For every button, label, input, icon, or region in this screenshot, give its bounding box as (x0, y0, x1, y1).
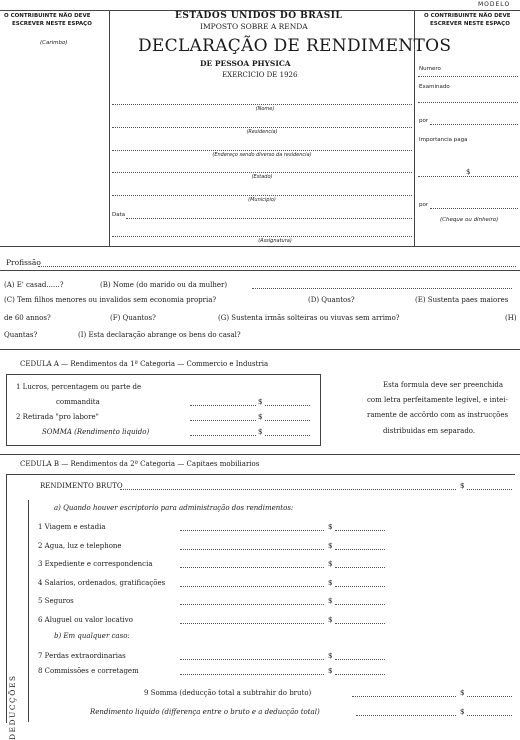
deduction-amount-line (335, 567, 385, 568)
deduction-amount-line (335, 549, 385, 550)
examinado-label: Examinado (419, 84, 450, 90)
deduction-fill-line (180, 586, 324, 587)
cedula-a-title: CEDULA A — Rendimentos da 1ª Categoria — Commercio e Industria (20, 360, 269, 368)
right-box-line2: ESCREVER NESTE ESPAÇO (430, 21, 510, 27)
right-box-line1: O CONTRIBUINTE NÃO DEVE (424, 13, 511, 19)
deduction-amount-line (335, 604, 385, 605)
nome-caption: (Nome) (255, 106, 275, 112)
deduction-amount-line (335, 586, 385, 587)
liquido-currency: $ (460, 708, 465, 716)
question-d: (D) Quantos? (308, 296, 355, 304)
estado-caption: (Estado) (251, 174, 273, 180)
cedula-a-somma: SOMMA (Rendimento liquido) (42, 428, 150, 436)
question-c: (C) Tem filhos menores ou invalidos sem economia propria? (4, 296, 217, 304)
modelo-label: MODELO (478, 1, 511, 8)
deduction-currency: $ (328, 560, 333, 568)
cedula-a-item2: 2 Retirada "pro labore" (16, 413, 99, 421)
deduction-currency: $ (328, 541, 333, 550)
question-h: (H) (505, 314, 517, 322)
tax-heading: IMPOSTO SOBRE A RENDA (200, 22, 308, 31)
deduction-amount-line (335, 674, 385, 675)
note-line3: ramente de accôrdo com as instrucções (367, 411, 509, 419)
question-h2: Quantas? (4, 331, 38, 339)
left-divider (109, 10, 110, 246)
endereco-caption: (Endereço sendo diverso da residencia) (212, 152, 312, 158)
section-a-heading: a) Quando houver escriptorio para administração dos rendimentos: (54, 504, 294, 512)
question-i: (I) Esta declaração abrange os bens do casal? (78, 331, 241, 339)
question-a: (A) E' casad......? (4, 281, 64, 289)
deduction-item: 8 Commissões e corretagem (38, 667, 139, 675)
note-line1: Esta formula deve ser preenchida (383, 381, 504, 389)
cedula-a-currency-3: $ (258, 428, 263, 436)
deduction-fill-line (180, 674, 324, 675)
bruto-currency: $ (460, 482, 465, 490)
profissao-label: Profissão (6, 258, 41, 267)
profissao-line (38, 266, 516, 267)
question-e2: de 60 annos? (4, 314, 51, 322)
deduction-item: 5 Seguros (38, 597, 74, 605)
deduction-amount-line (335, 659, 385, 660)
deduction-currency: $ (328, 615, 333, 624)
numero-label: Numero (419, 66, 441, 72)
residencia-caption: (Residencia) (246, 129, 278, 135)
note-line4: distribuidas em separado. (383, 427, 476, 435)
question-f: (F) Quantos? (110, 314, 156, 322)
deduction-currency: $ (328, 597, 333, 605)
deduction-fill-line (180, 549, 324, 550)
document-title: DECLARAÇÃO DE RENDIMENTOS (138, 36, 452, 56)
deduction-currency: $ (328, 667, 333, 675)
cedula-b-title: CEDULA B — Rendimentos da 2ª Categoria — Capitaes mobiliarios (20, 460, 260, 468)
question-g: (G) Sustenta irmãs solteiras ou viuvas sem arrimo? (218, 314, 400, 322)
assinatura-caption: (Assignatura) (258, 238, 292, 244)
deducoes-divider (28, 500, 29, 722)
por-label-2: por (419, 202, 429, 208)
importancia-currency: $ (466, 168, 471, 176)
deduction-item: 3 Expediente e correspondencia (38, 560, 153, 568)
cedula-a-currency-2: $ (258, 413, 263, 421)
country-heading: ESTADOS UNIDOS DO BRASIL (175, 11, 343, 21)
question-b: (B) Nome (do marido ou da mulher) (100, 281, 228, 289)
left-box-line2: ESCREVER NESTE ESPAÇO (12, 21, 92, 27)
section-b-heading: b) Em qualquer caso: (54, 632, 130, 640)
note-line2: com letra perfeitamente legivel, e intei- (367, 396, 508, 404)
exercise-year: EXERCICIO DE 1926 (222, 71, 298, 79)
cedula-a-item1a: 1 Lucros, percentagem ou parte de (16, 383, 142, 391)
left-box-line1: O CONTRIBUINTE NÃO DEVE (4, 13, 91, 19)
deduction-item: 4 Salarios, ordenados, gratificações (38, 578, 166, 587)
deduction-currency: $ (328, 578, 333, 587)
deduction-currency: $ (328, 652, 333, 660)
deduction-item: 7 Perdas extraordinarias (38, 652, 126, 660)
rendimento-bruto-label: RENDIMENTO BRUTO (40, 482, 123, 490)
document-subtitle: DE PESSOA PHYSICA (200, 59, 291, 68)
deduction-item: 6 Aluguel ou valor locativo (38, 615, 133, 624)
data-label: Data (112, 212, 126, 218)
deduction-amount-line (335, 623, 385, 624)
deduction-fill-line (180, 567, 324, 568)
cheque-caption: (Cheque ou dinheiro) (440, 217, 499, 223)
deduction-item: 2 Agua, luz e telephone (38, 541, 122, 550)
cedula-a-item1b: commandita (56, 398, 100, 406)
deduction-fill-line (180, 623, 324, 624)
deducoes-text: DEDUCÇÕES (8, 674, 17, 740)
deduction-amount-line (335, 530, 385, 531)
deduction-item: 1 Viagem e estadia (38, 523, 106, 531)
somma-currency: $ (460, 689, 465, 697)
municipio-caption: (Municipio) (248, 197, 276, 203)
deduction-fill-line (180, 659, 324, 660)
deduction-fill-line (180, 604, 324, 605)
carimbo-label: (Carimbo) (40, 40, 68, 46)
deduction-fill-line (180, 530, 324, 531)
rendimento-liquido: Rendimento liquido (differença entre o bruto e a deducção total) (90, 708, 320, 716)
cedula-a-currency-1: $ (258, 398, 263, 406)
cedula-b-somma: 9 Somma (deducção total a subtrahir do bruto) (144, 689, 312, 697)
deduction-currency: $ (328, 523, 333, 531)
importancia-label: Importancia paga (419, 137, 468, 143)
por-label-1: por (419, 118, 429, 124)
question-e: (E) Sustenta paes maiores (415, 296, 509, 304)
header-bottom-rule (0, 246, 520, 247)
